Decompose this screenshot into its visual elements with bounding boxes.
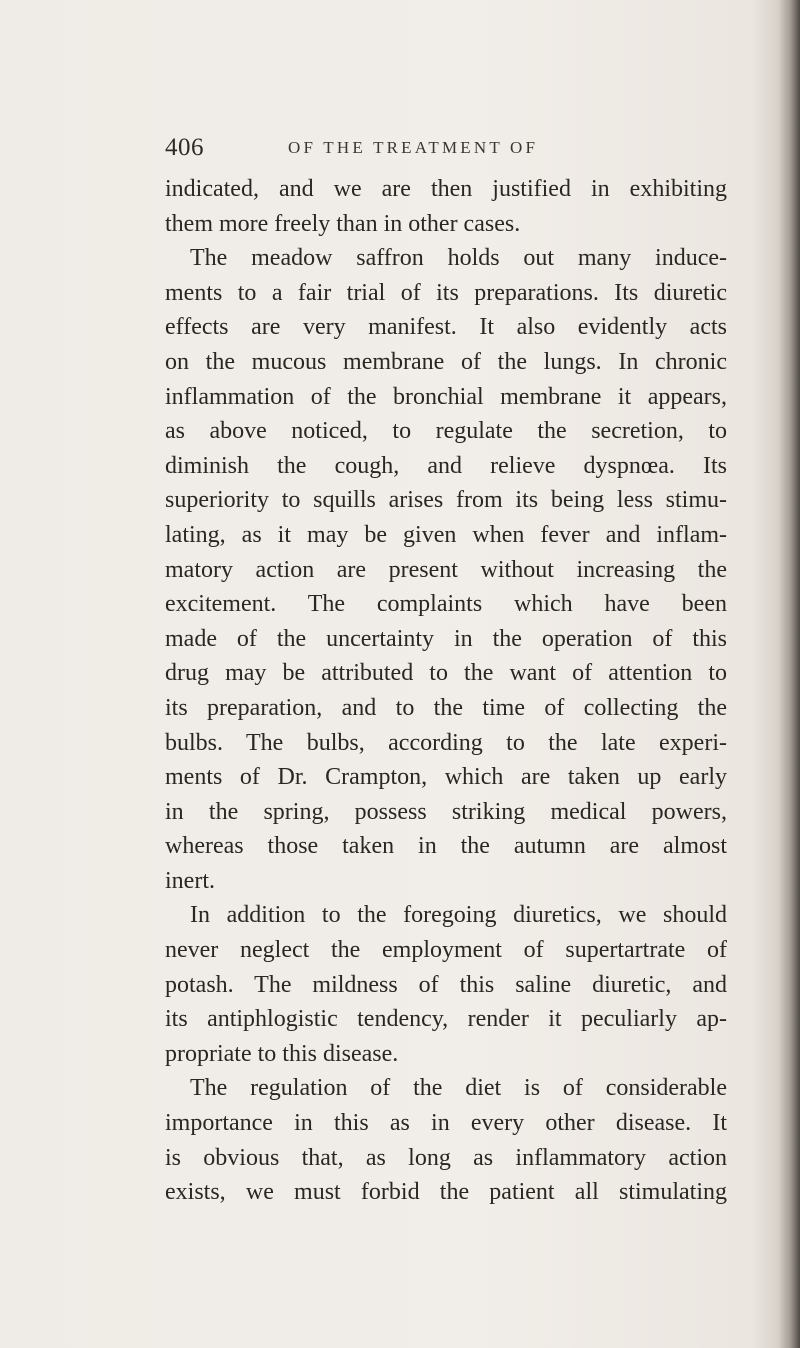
text-line: in the spring, possess striking medical powers, — [165, 798, 727, 825]
text-line: exists, we must forbid the patient all stimulating — [165, 1179, 727, 1206]
body-text — [165, 172, 727, 1210]
text-line: matory action are present without increasing the — [165, 556, 727, 583]
text-line: bulbs. The bulbs, according to the late experi- — [165, 729, 727, 756]
page-number: 406 — [165, 134, 204, 161]
text-line: excitement. The complaints which have been — [165, 591, 727, 618]
text-line: whereas those taken in the autumn are almost — [165, 833, 727, 860]
text-line: never neglect the employment of supertartrate of — [165, 937, 727, 964]
text-line: The meadow saffron holds out many induce- — [190, 245, 727, 272]
running-title: OF THE TREATMENT OF — [288, 138, 539, 157]
text-line: inflammation of the bronchial membrane it appears, — [165, 383, 727, 410]
text-line: propriate to this disease. — [165, 1040, 399, 1067]
text-line: ments of Dr. Crampton, which are taken up early — [165, 764, 727, 791]
text-line: diminish the cough, and relieve dyspnœa. Its — [165, 452, 727, 479]
text-line: its antiphlogistic tendency, render it peculiarly ap- — [165, 1006, 727, 1033]
text-line: made of the uncertainty in the operation of this — [165, 625, 727, 652]
binding-shadow — [778, 0, 800, 1348]
text-line: indicated, and we are then justified in exhibiting — [165, 176, 727, 202]
text-line: In addition to the foregoing diuretics, we should — [190, 902, 727, 929]
text-line: ments to a fair trial of its preparations. Its diuretic — [165, 279, 727, 306]
text-line: superiority to squills arises from its being less stimu- — [165, 487, 727, 514]
text-line: effects are very manifest. It also evidently acts — [165, 314, 727, 341]
text-line: inert. — [165, 867, 215, 894]
text-line: The regulation of the diet is of considerable — [190, 1075, 727, 1102]
running-head — [165, 134, 725, 168]
text-line: on the mucous membrane of the lungs. In chronic — [165, 348, 727, 375]
text-line: lating, as it may be given when fever and inflam- — [165, 521, 727, 548]
text-line: its preparation, and to the time of collecting the — [165, 694, 727, 721]
text-line: them more freely than in other cases. — [165, 210, 521, 237]
text-line: as above noticed, to regulate the secretion, to — [165, 418, 727, 445]
text-line: drug may be attributed to the want of attention to — [165, 660, 727, 687]
text-line: is obvious that, as long as inflammatory action — [165, 1144, 727, 1171]
text-line: potash. The mildness of this saline diuretic, and — [165, 971, 727, 998]
text-line: importance in this as in every other disease. It — [165, 1110, 727, 1137]
